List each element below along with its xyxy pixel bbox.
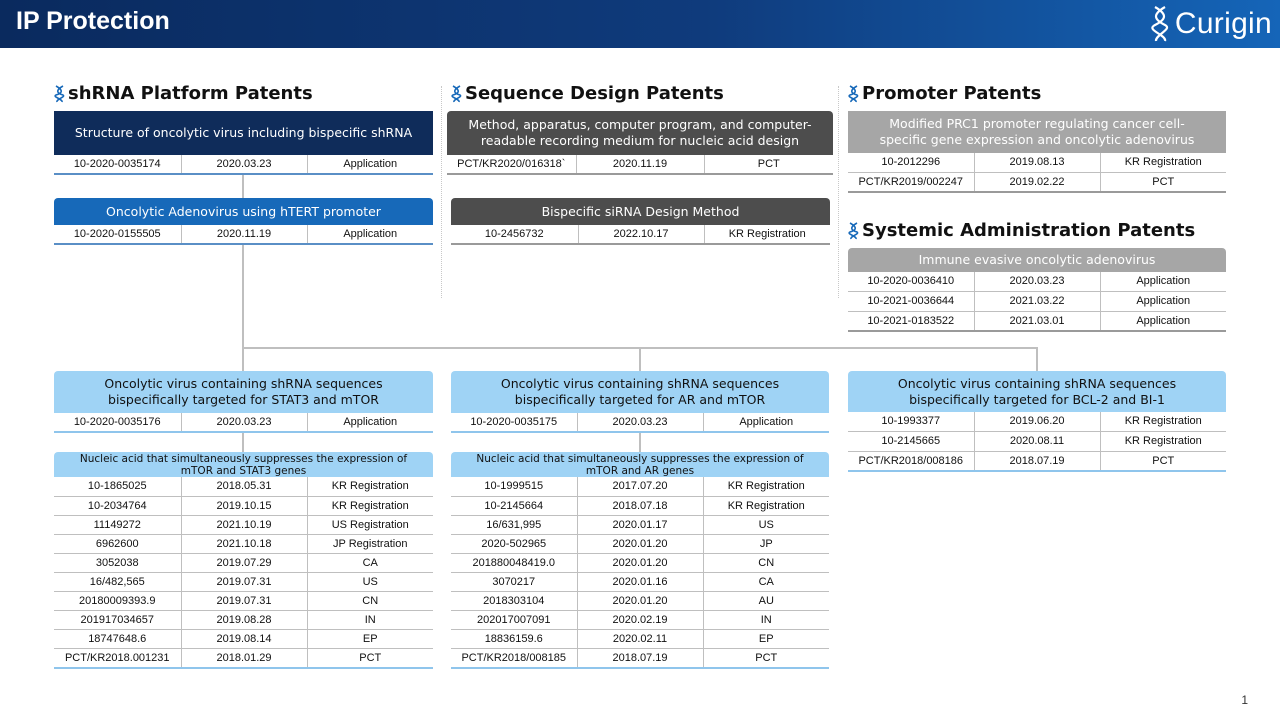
patent-box-seq-method: Method, apparatus, computer program, and computer- readable recording medium for nucleic acid design [447,111,833,155]
patent-box-shrna-structure: Structure of oncolytic virus including bispecific shRNA [54,111,433,155]
table-row: 20180009393.9 2019.07.31 CN [54,591,433,610]
connector-line [1036,347,1038,371]
patent-box-immune: Immune evasive oncolytic adenovirus [848,248,1226,272]
patent-table-shrna-structure [54,155,433,175]
patent-box-prc1: Modified PRC1 promoter regulating cancer cell- specific gene expression and oncolytic adenovirus [848,111,1226,153]
patent-table-nucleic-ar [451,477,829,669]
table-row: 10-2034764 2019.10.15 KR Registration [54,496,433,515]
table-row: 201917034657 2019.08.28 IN [54,610,433,629]
patent-box-nucleic-stat3: Nucleic acid that simultaneously suppresses the expression of mTOR and STAT3 genes [54,452,433,477]
table-row: 2018303104 2020.01.20 AU [451,591,829,610]
table-row: 10-2020-0035174 2020.03.23 Application [54,155,433,174]
column-divider [441,86,442,298]
table-row: 10-2020-0155505 2020.11.19 Application [54,225,433,244]
table-row: 16/482,565 2019.07.31 US [54,572,433,591]
patent-table-bispecific-sirna [451,225,830,245]
patent-table-oncolytic-htert [54,225,433,245]
page-number: 1 [1241,693,1248,707]
header-bar [0,0,1280,48]
table-row: 201880048419.0 2020.01.20 CN [451,553,829,572]
connector-line [639,432,641,452]
patent-box-ar-mtor: Oncolytic virus containing shRNA sequences bispecifically targeted for AR and mTOR [451,371,829,413]
table-row: 16/631,995 2020.01.17 US [451,515,829,534]
section-title-systemic: Systemic Administration Patents [848,220,1195,241]
table-row: 3052038 2019.07.29 CA [54,553,433,572]
table-row: 6962600 2021.10.18 JP Registration [54,534,433,553]
table-row: 10-2456732 2022.10.17 KR Registration [451,225,830,244]
table-row: 10-2020-0035175 2020.03.23 Application [451,413,829,432]
table-row: 10-2145664 2018.07.18 KR Registration [451,496,829,515]
table-row: PCT/KR2019/002247 2019.02.22 PCT [848,172,1226,192]
dna-icon [54,85,65,103]
patent-table-prc1 [848,153,1226,193]
table-row: 11149272 2021.10.19 US Registration [54,515,433,534]
section-title-shrna: shRNA Platform Patents [54,83,313,104]
connector-line [242,244,244,371]
table-row: 10-2021-0036644 2021.03.22 Application [848,291,1226,311]
connector-line [242,432,244,452]
table-row: 10-1993377 2019.06.20 KR Registration [848,412,1226,431]
table-row: 10-2020-0035176 2020.03.23 Application [54,413,433,432]
section-title-promoter: Promoter Patents [848,83,1041,104]
dna-icon [848,222,859,240]
table-row: PCT/KR2020/016318` 2020.11.19 PCT [447,155,833,174]
logo-text: Curigin [1174,7,1272,40]
patent-table-seq-method [447,155,833,175]
dna-icon [848,85,859,103]
page-title: IP Protection [16,7,170,35]
table-row: PCT/KR2018/008186 2018.07.19 PCT [848,451,1226,471]
table-row: 10-2021-0183522 2021.03.01 Application [848,311,1226,331]
dna-icon [451,85,462,103]
patent-table-bcl2-bi1 [848,412,1226,472]
patent-table-ar-mtor [451,413,829,433]
table-row: 10-1865025 2018.05.31 KR Registration [54,477,433,496]
table-row: 10-2145665 2020.08.11 KR Registration [848,431,1226,451]
connector-line [242,174,244,198]
table-row: PCT/KR2018.001231 2018.01.29 PCT [54,648,433,668]
column-divider [838,86,839,298]
connector-line [639,347,641,371]
curigin-logo [1151,4,1272,44]
section-title-sequence: Sequence Design Patents [451,83,724,104]
dna-logo-icon [1151,5,1171,43]
patent-box-bcl2-bi1: Oncolytic virus containing shRNA sequences bispecifically targeted for BCL-2 and BI-1 [848,371,1226,412]
patent-box-stat3-mtor: Oncolytic virus containing shRNA sequences bispecifically targeted for STAT3 and mTOR [54,371,433,413]
patent-table-stat3-mtor [54,413,433,433]
table-row: 18836159.6 2020.02.11 EP [451,629,829,648]
table-row: PCT/KR2018/008185 2018.07.19 PCT [451,648,829,668]
table-row: 2020-502965 2020.01.20 JP [451,534,829,553]
patent-box-nucleic-ar: Nucleic acid that simultaneously suppresses the expression of mTOR and AR genes [451,452,829,477]
table-row: 10-2012296 2019.08.13 KR Registration [848,153,1226,172]
patent-table-immune [848,272,1226,332]
patent-box-oncolytic-htert: Oncolytic Adenovirus using hTERT promoter [54,198,433,225]
table-row: 10-1999515 2017.07.20 KR Registration [451,477,829,496]
patent-table-nucleic-stat3 [54,477,433,669]
table-row: 10-2020-0036410 2020.03.23 Application [848,272,1226,291]
table-row: 3070217 2020.01.16 CA [451,572,829,591]
table-row: 18747648.6 2019.08.14 EP [54,629,433,648]
patent-box-bispecific-sirna: Bispecific siRNA Design Method [451,198,830,225]
table-row: 202017007091 2020.02.19 IN [451,610,829,629]
